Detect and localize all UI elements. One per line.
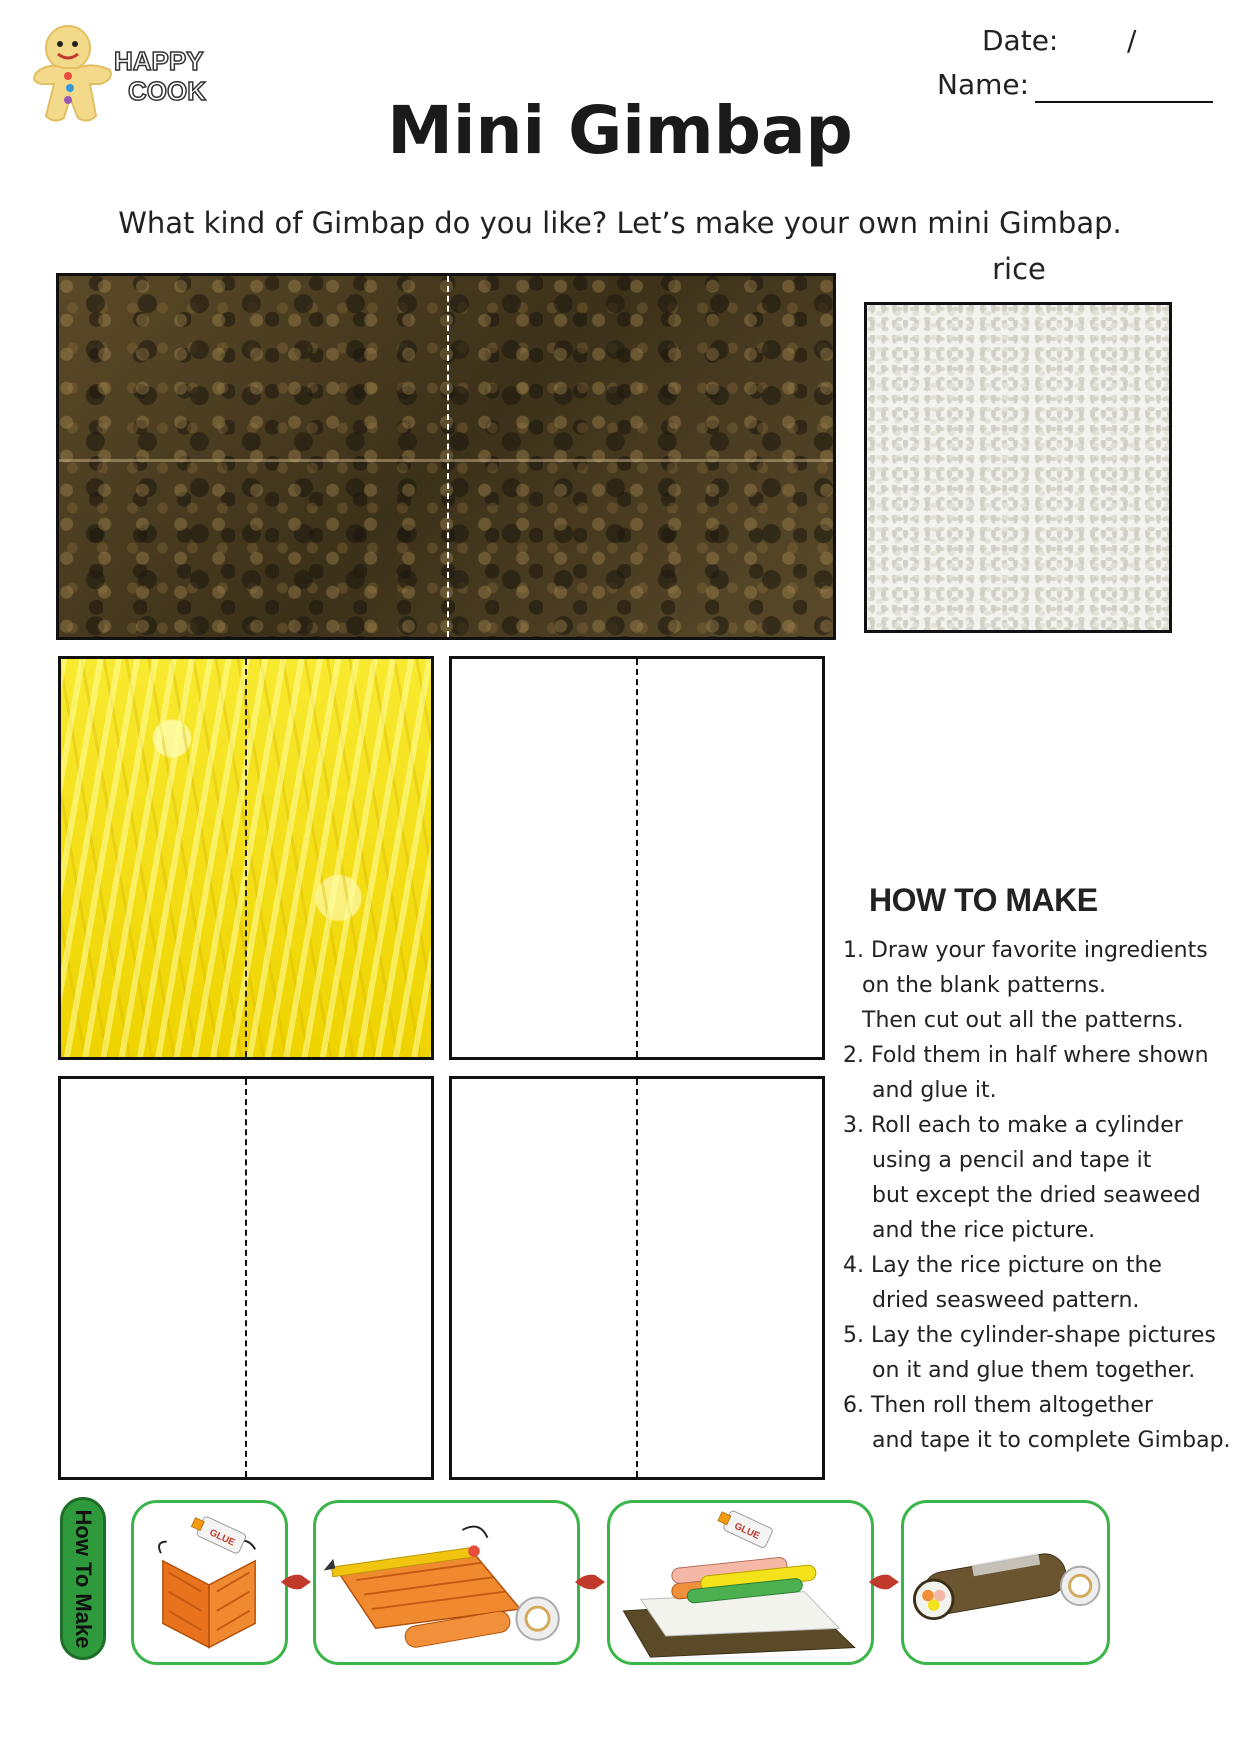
step-illustration-fold-glue [131, 1500, 288, 1665]
step-arrow-icon [867, 1571, 901, 1593]
step-line: and the rice picture. [872, 1218, 1096, 1243]
page-subtitle: What kind of Gimbap do you like? Let’s make your own mini Gimbap. [118, 206, 1122, 240]
step-line: dried seasweed pattern. [872, 1288, 1140, 1313]
step-line: and glue it. [872, 1078, 997, 1103]
step-arrow-icon [573, 1571, 607, 1593]
step-line: 1. Draw your favorite ingredients [843, 938, 1208, 963]
date-label: Date: [982, 24, 1059, 57]
name-label: Name: [937, 68, 1030, 101]
step-line: Then cut out all the patterns. [862, 1008, 1184, 1033]
rice-picture [864, 302, 1172, 633]
step-line: but except the dried seaweed [872, 1183, 1201, 1208]
fold-line [447, 276, 449, 637]
seaweed-pattern [56, 273, 836, 640]
blank-pattern[interactable] [449, 656, 825, 1060]
glue-label: GLUE [732, 1520, 762, 1542]
step-line: on it and glue them together. [872, 1358, 1196, 1383]
logo-text-cook: COOK [128, 76, 206, 106]
how-to-make-tab [60, 1497, 106, 1660]
step-line: 2. Fold them in half where shown [843, 1043, 1209, 1068]
step-illustration-completed-gimbap [901, 1500, 1110, 1665]
logo-text-happy: HAPPY [114, 46, 204, 76]
fold-line [636, 659, 638, 1057]
step-line: 3. Roll each to make a cylinder [843, 1113, 1183, 1138]
seaweed-seam [59, 459, 833, 462]
blank-pattern[interactable] [58, 1076, 434, 1480]
step-arrow-icon [279, 1571, 313, 1593]
rice-label: rice [992, 252, 1046, 286]
date-separator: / [1127, 24, 1137, 57]
glue-label: GLUE [207, 1527, 237, 1549]
step-illustration-glue-cylinders [607, 1500, 874, 1665]
step-line: 5. Lay the cylinder-shape pictures [843, 1323, 1216, 1348]
pickled-radish-pattern [58, 656, 434, 1060]
blank-pattern[interactable] [449, 1076, 825, 1480]
step-line: using a pencil and tape it [872, 1148, 1152, 1173]
step-line: on the blank patterns. [862, 973, 1107, 998]
fold-line [245, 659, 247, 1057]
step-illustration-roll-pencil [313, 1500, 580, 1665]
step-line: 4. Lay the rice picture on the [843, 1253, 1162, 1278]
fold-line [636, 1079, 638, 1477]
page-title: Mini Gimbap [387, 92, 853, 169]
step-line: 6. Then roll them altogether [843, 1393, 1153, 1418]
how-to-make-heading: HOW TO MAKE [869, 882, 1098, 918]
how-to-make-tab-label: How To Make [71, 1509, 96, 1648]
fold-line [245, 1079, 247, 1477]
step-line: and tape it to complete Gimbap. [872, 1428, 1231, 1453]
